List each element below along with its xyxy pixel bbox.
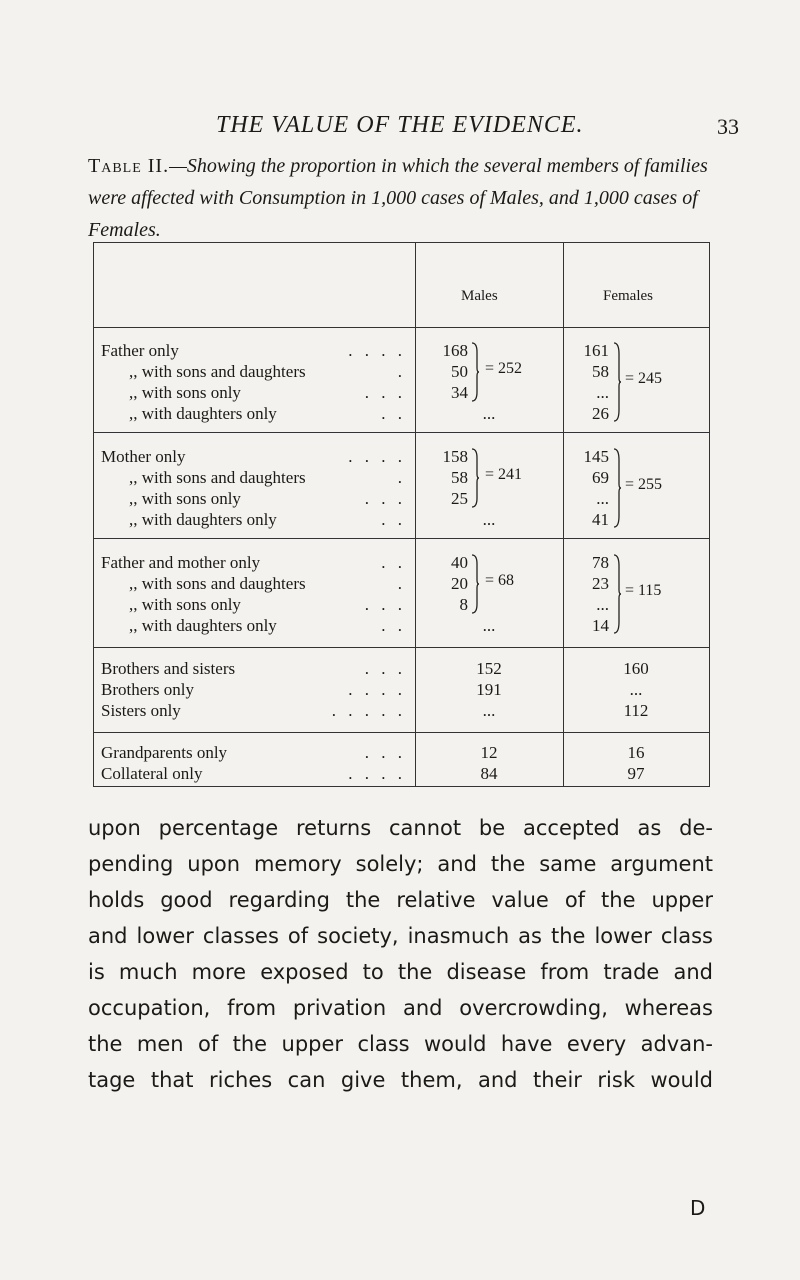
table-rule-bottom bbox=[93, 786, 710, 787]
row-label bbox=[101, 742, 406, 764]
males-brace bbox=[471, 554, 479, 614]
males-brace bbox=[471, 342, 479, 402]
leader-dots: . . bbox=[381, 510, 406, 529]
row-label-text: Brothers only bbox=[101, 680, 195, 699]
row-label-text: ,, with daughters only bbox=[129, 404, 277, 423]
females-total: = 245 bbox=[625, 370, 663, 387]
column-header-females: Females bbox=[603, 288, 653, 304]
males-value: ... bbox=[482, 701, 496, 720]
males-value: 58 bbox=[451, 468, 468, 487]
row-label-text: Sisters only bbox=[101, 701, 181, 720]
row-label-text: ,, with sons only bbox=[129, 489, 241, 508]
leader-dots: . . . bbox=[364, 489, 406, 508]
males-value: 25 bbox=[451, 489, 468, 508]
females-value: 58 bbox=[592, 362, 609, 381]
body-line: and lower classes of society, inasmuch as the lower class bbox=[88, 924, 713, 948]
males-total: = 241 bbox=[485, 466, 523, 483]
row-label bbox=[101, 658, 406, 680]
males-value: 152 bbox=[476, 659, 502, 678]
body-line: holds good regarding the relative value of the upper bbox=[88, 888, 713, 912]
row-label-text: Mother only bbox=[101, 447, 186, 466]
males-value: 50 bbox=[451, 362, 468, 381]
leader-dots: . . . . bbox=[348, 447, 406, 466]
row-label bbox=[101, 615, 406, 637]
leader-dots: . . . bbox=[364, 659, 406, 678]
males-brace bbox=[471, 448, 479, 508]
leader-dots: . bbox=[397, 362, 406, 381]
males-total: = 252 bbox=[485, 360, 523, 377]
females-value: 160 bbox=[623, 659, 649, 678]
females-brace bbox=[613, 342, 621, 422]
males-value: 158 bbox=[442, 447, 468, 466]
signature-mark: D bbox=[690, 1196, 706, 1220]
leader-dots: . bbox=[397, 468, 406, 487]
table-rule-right bbox=[709, 242, 710, 787]
females-value: 26 bbox=[592, 404, 609, 423]
body-line: tage that riches can give them, and their risk would bbox=[88, 1068, 713, 1092]
females-value: 97 bbox=[627, 764, 645, 783]
males-value: ... bbox=[482, 510, 496, 529]
row-label-text: ,, with daughters only bbox=[129, 616, 277, 635]
females-value: ... bbox=[596, 595, 609, 614]
leader-dots: . . . . bbox=[348, 341, 406, 360]
females-value: 16 bbox=[627, 743, 645, 762]
males-value: 34 bbox=[451, 383, 468, 402]
leader-dots: . . bbox=[381, 553, 406, 572]
group-rule bbox=[93, 538, 710, 539]
males-value: ... bbox=[482, 616, 496, 635]
females-value: ... bbox=[596, 489, 609, 508]
row-label bbox=[101, 700, 406, 722]
females-value: 78 bbox=[592, 553, 609, 572]
females-value: 112 bbox=[623, 701, 649, 720]
body-line: occupation, from privation and overcrowding, whereas bbox=[88, 996, 713, 1020]
row-label-text: ,, with sons and daughters bbox=[129, 362, 306, 381]
row-label bbox=[101, 509, 406, 531]
leader-dots: . . bbox=[381, 404, 406, 423]
females-total: = 255 bbox=[625, 476, 663, 493]
females-value: 41 bbox=[592, 510, 609, 529]
header-rule bbox=[93, 327, 710, 328]
row-label bbox=[101, 361, 406, 383]
table-rule-left bbox=[93, 242, 94, 787]
row-label-text: Brothers and sisters bbox=[101, 659, 236, 678]
leader-dots: . . . bbox=[364, 383, 406, 402]
table-caption bbox=[88, 150, 728, 246]
females-value: 23 bbox=[592, 574, 609, 593]
leader-dots: . . . bbox=[364, 595, 406, 614]
body-line: pending upon memory solely; and the same argument bbox=[88, 852, 713, 876]
females-value: 14 bbox=[592, 616, 609, 635]
row-label bbox=[101, 552, 406, 574]
body-line: the men of the upper class would have every advan- bbox=[88, 1032, 713, 1056]
leader-dots: . bbox=[397, 574, 406, 593]
row-label-text: Father and mother only bbox=[101, 553, 261, 572]
females-value: ... bbox=[629, 680, 643, 699]
females-value: 69 bbox=[592, 468, 609, 487]
males-value: 168 bbox=[442, 341, 468, 360]
column-header-males: Males bbox=[461, 288, 498, 304]
leader-dots: . . . . bbox=[348, 764, 406, 783]
row-label-text: ,, with daughters only bbox=[129, 510, 277, 529]
males-value: 20 bbox=[451, 574, 468, 593]
row-label bbox=[101, 382, 406, 404]
leader-dots: . . . . bbox=[348, 680, 406, 699]
leader-dots: . . . . . bbox=[331, 701, 406, 720]
row-label-text: ,, with sons and daughters bbox=[129, 468, 306, 487]
body-line: upon percentage returns cannot be accepted as de- bbox=[88, 816, 713, 840]
males-value: 40 bbox=[451, 553, 468, 572]
males-value: 8 bbox=[459, 595, 468, 614]
page-header bbox=[0, 112, 800, 142]
females-total: = 115 bbox=[625, 582, 662, 599]
table-title: —Showing the proportion in which the several members of families were affected with Consumption in 1,000 cases of Males, and 1,000 cases of Females. bbox=[88, 155, 708, 241]
females-value: 161 bbox=[583, 341, 609, 360]
males-value: ... bbox=[482, 404, 496, 423]
group-rule bbox=[93, 432, 710, 433]
females-brace bbox=[613, 554, 621, 634]
row-label-text: ,, with sons only bbox=[129, 595, 241, 614]
group-rule bbox=[93, 732, 710, 733]
males-value: 191 bbox=[476, 680, 502, 699]
row-label bbox=[101, 467, 406, 489]
row-label-text: ,, with sons and daughters bbox=[129, 574, 306, 593]
females-value: 145 bbox=[583, 447, 609, 466]
row-label-text: Collateral only bbox=[101, 764, 203, 783]
row-label bbox=[101, 573, 406, 595]
page-number: 33 bbox=[717, 114, 739, 139]
row-label-text: Father only bbox=[101, 341, 179, 360]
table-rule-top bbox=[93, 242, 710, 243]
leader-dots: . . . bbox=[364, 743, 406, 762]
females-value: ... bbox=[596, 383, 609, 402]
males-total: = 68 bbox=[485, 572, 515, 589]
females-brace bbox=[613, 448, 621, 528]
row-label-text: ,, with sons only bbox=[129, 383, 241, 402]
row-label bbox=[101, 403, 406, 425]
table-label: Table II. bbox=[88, 155, 170, 177]
males-value: 84 bbox=[480, 764, 498, 783]
row-label bbox=[101, 446, 406, 468]
row-label bbox=[101, 679, 406, 701]
row-label-text: Grandparents only bbox=[101, 743, 228, 762]
group-rule bbox=[93, 647, 710, 648]
row-label bbox=[101, 763, 406, 785]
row-label bbox=[101, 594, 406, 616]
data-table bbox=[93, 242, 710, 787]
leader-dots: . . bbox=[381, 616, 406, 635]
body-line: is much more exposed to the disease from trade and bbox=[88, 960, 713, 984]
running-title: THE VALUE OF THE EVIDENCE. bbox=[216, 112, 584, 138]
row-label bbox=[101, 488, 406, 510]
males-value: 12 bbox=[480, 743, 498, 762]
row-label bbox=[101, 340, 406, 362]
